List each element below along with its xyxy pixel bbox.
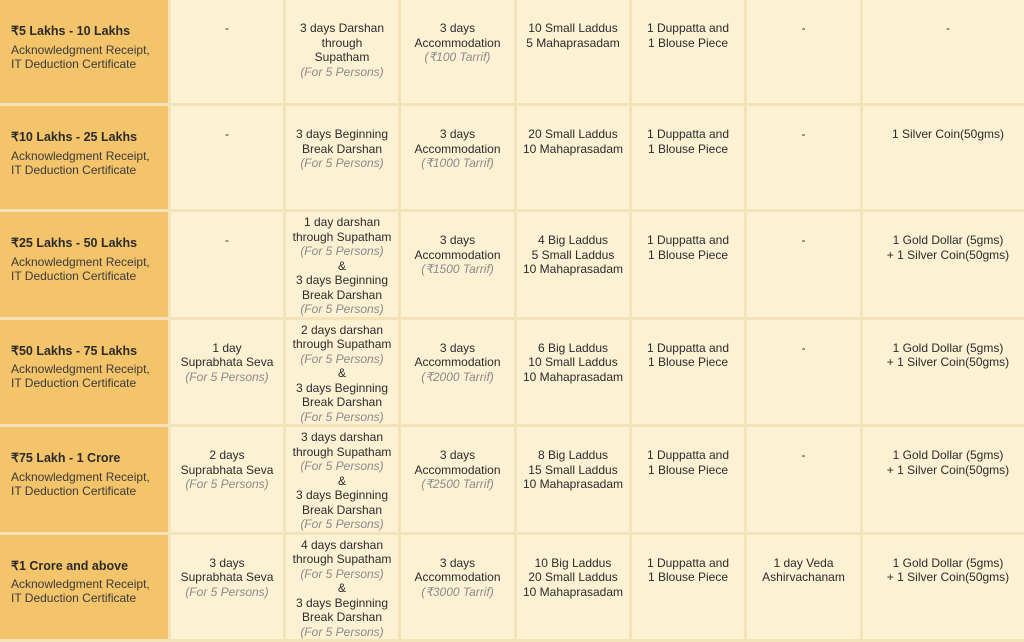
- accommodation-cell: [401, 535, 514, 640]
- darshan-text: 3 days Beginning: [295, 488, 389, 502]
- persons-note: (For 5 Persons): [300, 64, 384, 79]
- vedic-blessing-cell: [747, 212, 860, 317]
- persons-note: (For 5 Persons): [185, 369, 269, 384]
- vastram-cell: [632, 0, 744, 103]
- accommodation-cell-text: 3 days: [439, 21, 476, 35]
- slab-documents: IT Deduction Certificate: [11, 56, 137, 71]
- seva-cell: [171, 320, 283, 425]
- prasadam-cell-text: 8 Big Laddus: [537, 448, 609, 462]
- prasadam-cell: [517, 106, 629, 209]
- coin-cell-text: + 1 Silver Coin(50gms): [886, 355, 1010, 369]
- table-row: [0, 0, 1024, 103]
- persons-note: (For 5 Persons): [300, 244, 384, 258]
- vastram-cell-text: 1 Duppatta and: [646, 233, 730, 247]
- vastram-cell-text: 1 Blouse Piece: [647, 355, 729, 369]
- darshan-text: 3 days Beginning: [295, 127, 389, 141]
- vastram-cell-text: 1 Duppatta and: [646, 127, 730, 141]
- slab-amount: ₹50 Lakhs - 75 Lakhs: [11, 343, 138, 358]
- slab-documents: Acknowledgment Receipt,: [11, 362, 150, 376]
- persons-note: (For 5 Persons): [300, 409, 384, 424]
- tariff-note: (₹2500 Tarrif): [421, 477, 494, 491]
- accommodation-cell-text: 3 days: [439, 127, 476, 141]
- vedic-blessing-cell-text: -: [801, 233, 806, 247]
- table-row: [0, 535, 1024, 640]
- prasadam-cell-text: 4 Big Laddus: [537, 233, 609, 247]
- coin-cell-text: + 1 Silver Coin(50gms): [886, 462, 1010, 477]
- vedic-blessing-cell: [747, 106, 860, 209]
- vastram-cell-text: 1 Blouse Piece: [647, 141, 729, 156]
- coin-cell-text: + 1 Silver Coin(50gms): [886, 247, 1010, 262]
- darshan-text: Break Darshan: [301, 395, 383, 409]
- vastram-cell-text: 1 Blouse Piece: [647, 247, 729, 262]
- ampersand-separator: &: [337, 258, 346, 273]
- seva-cell: [171, 106, 283, 209]
- slab-documents: IT Deduction Certificate: [11, 483, 137, 498]
- vastram-cell-text: 1 Duppatta and: [646, 448, 730, 462]
- slab-amount: ₹1 Crore and above: [11, 558, 129, 573]
- persons-note: (For 5 Persons): [185, 477, 269, 491]
- slab-amount: ₹10 Lakhs - 25 Lakhs: [11, 130, 138, 144]
- prasadam-cell-text: 10 Mahaprasadam: [522, 369, 624, 384]
- seva-cell: [171, 212, 283, 317]
- prasadam-cell-text: 10 Mahaprasadam: [522, 262, 624, 276]
- darshan-text: Supatham: [314, 50, 370, 64]
- accommodation-cell-text: Accommodation: [414, 462, 501, 477]
- vastram-cell: [632, 535, 744, 640]
- vedic-blessing-cell: [747, 0, 860, 103]
- prasadam-cell: [517, 535, 629, 640]
- accommodation-cell: [401, 106, 514, 209]
- vastram-cell: [632, 212, 744, 317]
- coin-cell: [863, 106, 1024, 209]
- vedic-blessing-cell: [747, 535, 860, 640]
- persons-note: (For 5 Persons): [300, 302, 384, 316]
- persons-note: (For 5 Persons): [185, 584, 269, 599]
- accommodation-cell-text: Accommodation: [414, 141, 501, 156]
- prasadam-cell-text: 6 Big Laddus: [537, 340, 609, 355]
- coin-cell: [863, 427, 1024, 532]
- darshan-cell: [286, 320, 398, 425]
- ampersand-separator: &: [337, 366, 346, 380]
- darshan-text: through Supatham: [292, 229, 392, 244]
- donation-slab-cell: [0, 535, 168, 640]
- vedic-blessing-cell: [747, 427, 860, 532]
- accommodation-cell: [401, 427, 514, 532]
- darshan-cell: [286, 212, 398, 317]
- prasadam-cell: [517, 212, 629, 317]
- coin-cell-text: 1 Gold Dollar (5gms): [892, 555, 1004, 570]
- accommodation-cell: [401, 320, 514, 425]
- darshan-text: 2 days darshan: [300, 322, 384, 337]
- coin-cell-text: 1 Gold Dollar (5gms): [892, 448, 1004, 462]
- accommodation-cell-text: Accommodation: [414, 247, 501, 262]
- seva-cell-text: Suprabhata Seva: [180, 355, 274, 369]
- vedic-blessing-cell: [747, 320, 860, 425]
- vastram-cell: [632, 106, 744, 209]
- prasadam-cell: [517, 427, 629, 532]
- persons-note: (For 5 Persons): [300, 566, 384, 581]
- prasadam-cell-text: 20 Small Laddus: [528, 127, 618, 141]
- tariff-note: (₹2000 Tarrif): [421, 369, 494, 384]
- ampersand-separator: &: [337, 473, 346, 488]
- darshan-text: Break Darshan: [301, 287, 383, 302]
- seva-cell: [171, 535, 283, 640]
- prasadam-cell-text: 5 Mahaprasadam: [526, 35, 620, 50]
- darshan-text: through Supatham: [292, 337, 392, 351]
- darshan-text: Break Darshan: [301, 610, 383, 624]
- table-row: [0, 106, 1024, 209]
- donation-slab-cell: [0, 427, 168, 532]
- donation-slab-cell: [0, 0, 168, 103]
- ampersand-separator: &: [337, 581, 346, 595]
- darshan-text: 3 days Beginning: [295, 595, 389, 610]
- prasadam-cell-text: 10 Big Laddus: [534, 555, 612, 570]
- vastram-cell-text: 1 Blouse Piece: [647, 462, 729, 477]
- slab-documents: Acknowledgment Receipt,: [11, 254, 150, 269]
- seva-cell-text: Suprabhata Seva: [180, 570, 274, 584]
- prasadam-cell-text: 10 Small Laddus: [528, 355, 618, 369]
- donation-slab-cell: [0, 212, 168, 317]
- darshan-text: 4 days darshan: [300, 537, 384, 552]
- darshan-text: through Supatham: [292, 444, 392, 459]
- seva-cell-text: -: [225, 127, 229, 141]
- slab-documents: IT Deduction Certificate: [11, 591, 137, 605]
- slab-documents: IT Deduction Certificate: [11, 162, 137, 177]
- coin-cell-text: 1 Silver Coin(50gms): [891, 127, 1005, 141]
- persons-note: (For 5 Persons): [300, 459, 384, 473]
- coin-cell-text: + 1 Silver Coin(50gms): [886, 570, 1010, 584]
- prasadam-cell-text: 10 Mahaprasadam: [522, 141, 624, 156]
- accommodation-cell-text: 3 days: [439, 340, 476, 355]
- seva-cell-text: Suprabhata Seva: [180, 462, 274, 477]
- coin-cell: [863, 212, 1024, 317]
- coin-cell: [863, 320, 1024, 425]
- prasadam-cell-text: 5 Small Laddus: [531, 247, 615, 262]
- slab-amount: ₹75 Lakh - 1 Crore: [11, 451, 121, 465]
- vedic-blessing-cell-text: -: [801, 340, 806, 355]
- coin-cell-text: -: [946, 21, 950, 35]
- persons-note: (For 5 Persons): [300, 624, 384, 639]
- coin-cell: [863, 0, 1024, 103]
- tariff-note: (₹1500 Tarrif): [421, 262, 494, 276]
- table-row: [0, 427, 1024, 532]
- vastram-cell-text: 1 Duppatta and: [646, 555, 730, 570]
- darshan-text: through: [321, 35, 363, 50]
- prasadam-cell: [517, 0, 629, 103]
- table-row: [0, 212, 1024, 317]
- accommodation-cell-text: 3 days: [439, 555, 476, 570]
- darshan-text: 3 days Darshan: [299, 21, 385, 35]
- coin-cell-text: 1 Gold Dollar (5gms): [892, 340, 1004, 355]
- seva-cell-text: 2 days: [209, 448, 245, 462]
- donation-slab-cell: [0, 106, 168, 209]
- vedic-blessing-cell-text: -: [801, 448, 806, 462]
- persons-note: (For 5 Persons): [300, 517, 384, 531]
- slab-documents: Acknowledgment Receipt,: [11, 42, 150, 57]
- darshan-text: 1 day darshan: [303, 215, 381, 229]
- darshan-text: through Supatham: [292, 552, 392, 566]
- darshan-text: 3 days Beginning: [295, 273, 389, 287]
- persons-note: (For 5 Persons): [300, 351, 384, 366]
- coin-cell-text: 1 Gold Dollar (5gms): [892, 233, 1004, 247]
- seva-cell-text: 1 day: [212, 340, 242, 355]
- slab-documents: IT Deduction Certificate: [11, 268, 137, 283]
- slab-documents: IT Deduction Certificate: [11, 376, 137, 390]
- vedic-blessing-cell-text: -: [801, 127, 806, 141]
- accommodation-cell: [401, 212, 514, 317]
- seva-cell: [171, 427, 283, 532]
- slab-amount: ₹25 Lakhs - 50 Lakhs: [11, 236, 138, 250]
- vedic-blessing-cell-text: -: [801, 21, 806, 35]
- prasadam-cell-text: 10 Mahaprasadam: [522, 477, 624, 491]
- vastram-cell-text: 1 Blouse Piece: [647, 35, 729, 50]
- seva-cell-text: 3 days: [209, 555, 245, 570]
- darshan-text: Break Darshan: [301, 502, 383, 517]
- slab-documents: Acknowledgment Receipt,: [11, 148, 150, 163]
- persons-note: (For 5 Persons): [300, 156, 384, 170]
- darshan-cell: [286, 106, 398, 209]
- donation-slab-cell: [0, 320, 168, 425]
- slab-documents: Acknowledgment Receipt,: [11, 577, 150, 591]
- darshan-cell: [286, 0, 398, 103]
- vastram-cell-text: 1 Duppatta and: [646, 21, 730, 35]
- seva-cell-text: -: [225, 233, 229, 247]
- accommodation-cell-text: Accommodation: [414, 570, 501, 584]
- accommodation-cell-text: 3 days: [439, 448, 476, 462]
- darshan-text: 3 days darshan: [300, 430, 384, 444]
- accommodation-cell-text: Accommodation: [414, 355, 501, 369]
- accommodation-cell-text: Accommodation: [414, 35, 501, 50]
- darshan-cell: [286, 427, 398, 532]
- slab-documents: Acknowledgment Receipt,: [11, 469, 150, 484]
- prasadam-cell-text: 10 Mahaprasadam: [522, 584, 624, 599]
- vastram-cell-text: 1 Blouse Piece: [647, 570, 729, 584]
- vedic-blessing-cell-text: 1 day Veda: [773, 555, 834, 570]
- prasadam-cell: [517, 320, 629, 425]
- prasadam-cell-text: 20 Small Laddus: [528, 570, 618, 584]
- tariff-note: (₹3000 Tarrif): [421, 584, 494, 599]
- seva-cell-text: -: [225, 21, 229, 35]
- vedic-blessing-cell-text: Ashirvachanam: [762, 570, 845, 584]
- prasadam-cell-text: 10 Small Laddus: [528, 21, 618, 35]
- accommodation-cell: [401, 0, 514, 103]
- slab-amount: ₹5 Lakhs - 10 Lakhs: [11, 24, 131, 38]
- darshan-cell: [286, 535, 398, 640]
- vastram-cell-text: 1 Duppatta and: [646, 340, 730, 355]
- coin-cell: [863, 535, 1024, 640]
- accommodation-cell-text: 3 days: [439, 233, 476, 247]
- tariff-note: (₹100 Tarrif): [424, 50, 491, 64]
- tariff-note: (₹1000 Tarrif): [421, 156, 494, 170]
- vastram-cell: [632, 320, 744, 425]
- table-row: [0, 320, 1024, 425]
- prasadam-cell-text: 15 Small Laddus: [528, 462, 618, 477]
- darshan-text: 3 days Beginning: [295, 380, 389, 395]
- vastram-cell: [632, 427, 744, 532]
- seva-cell: [171, 0, 283, 103]
- darshan-text: Break Darshan: [301, 141, 383, 156]
